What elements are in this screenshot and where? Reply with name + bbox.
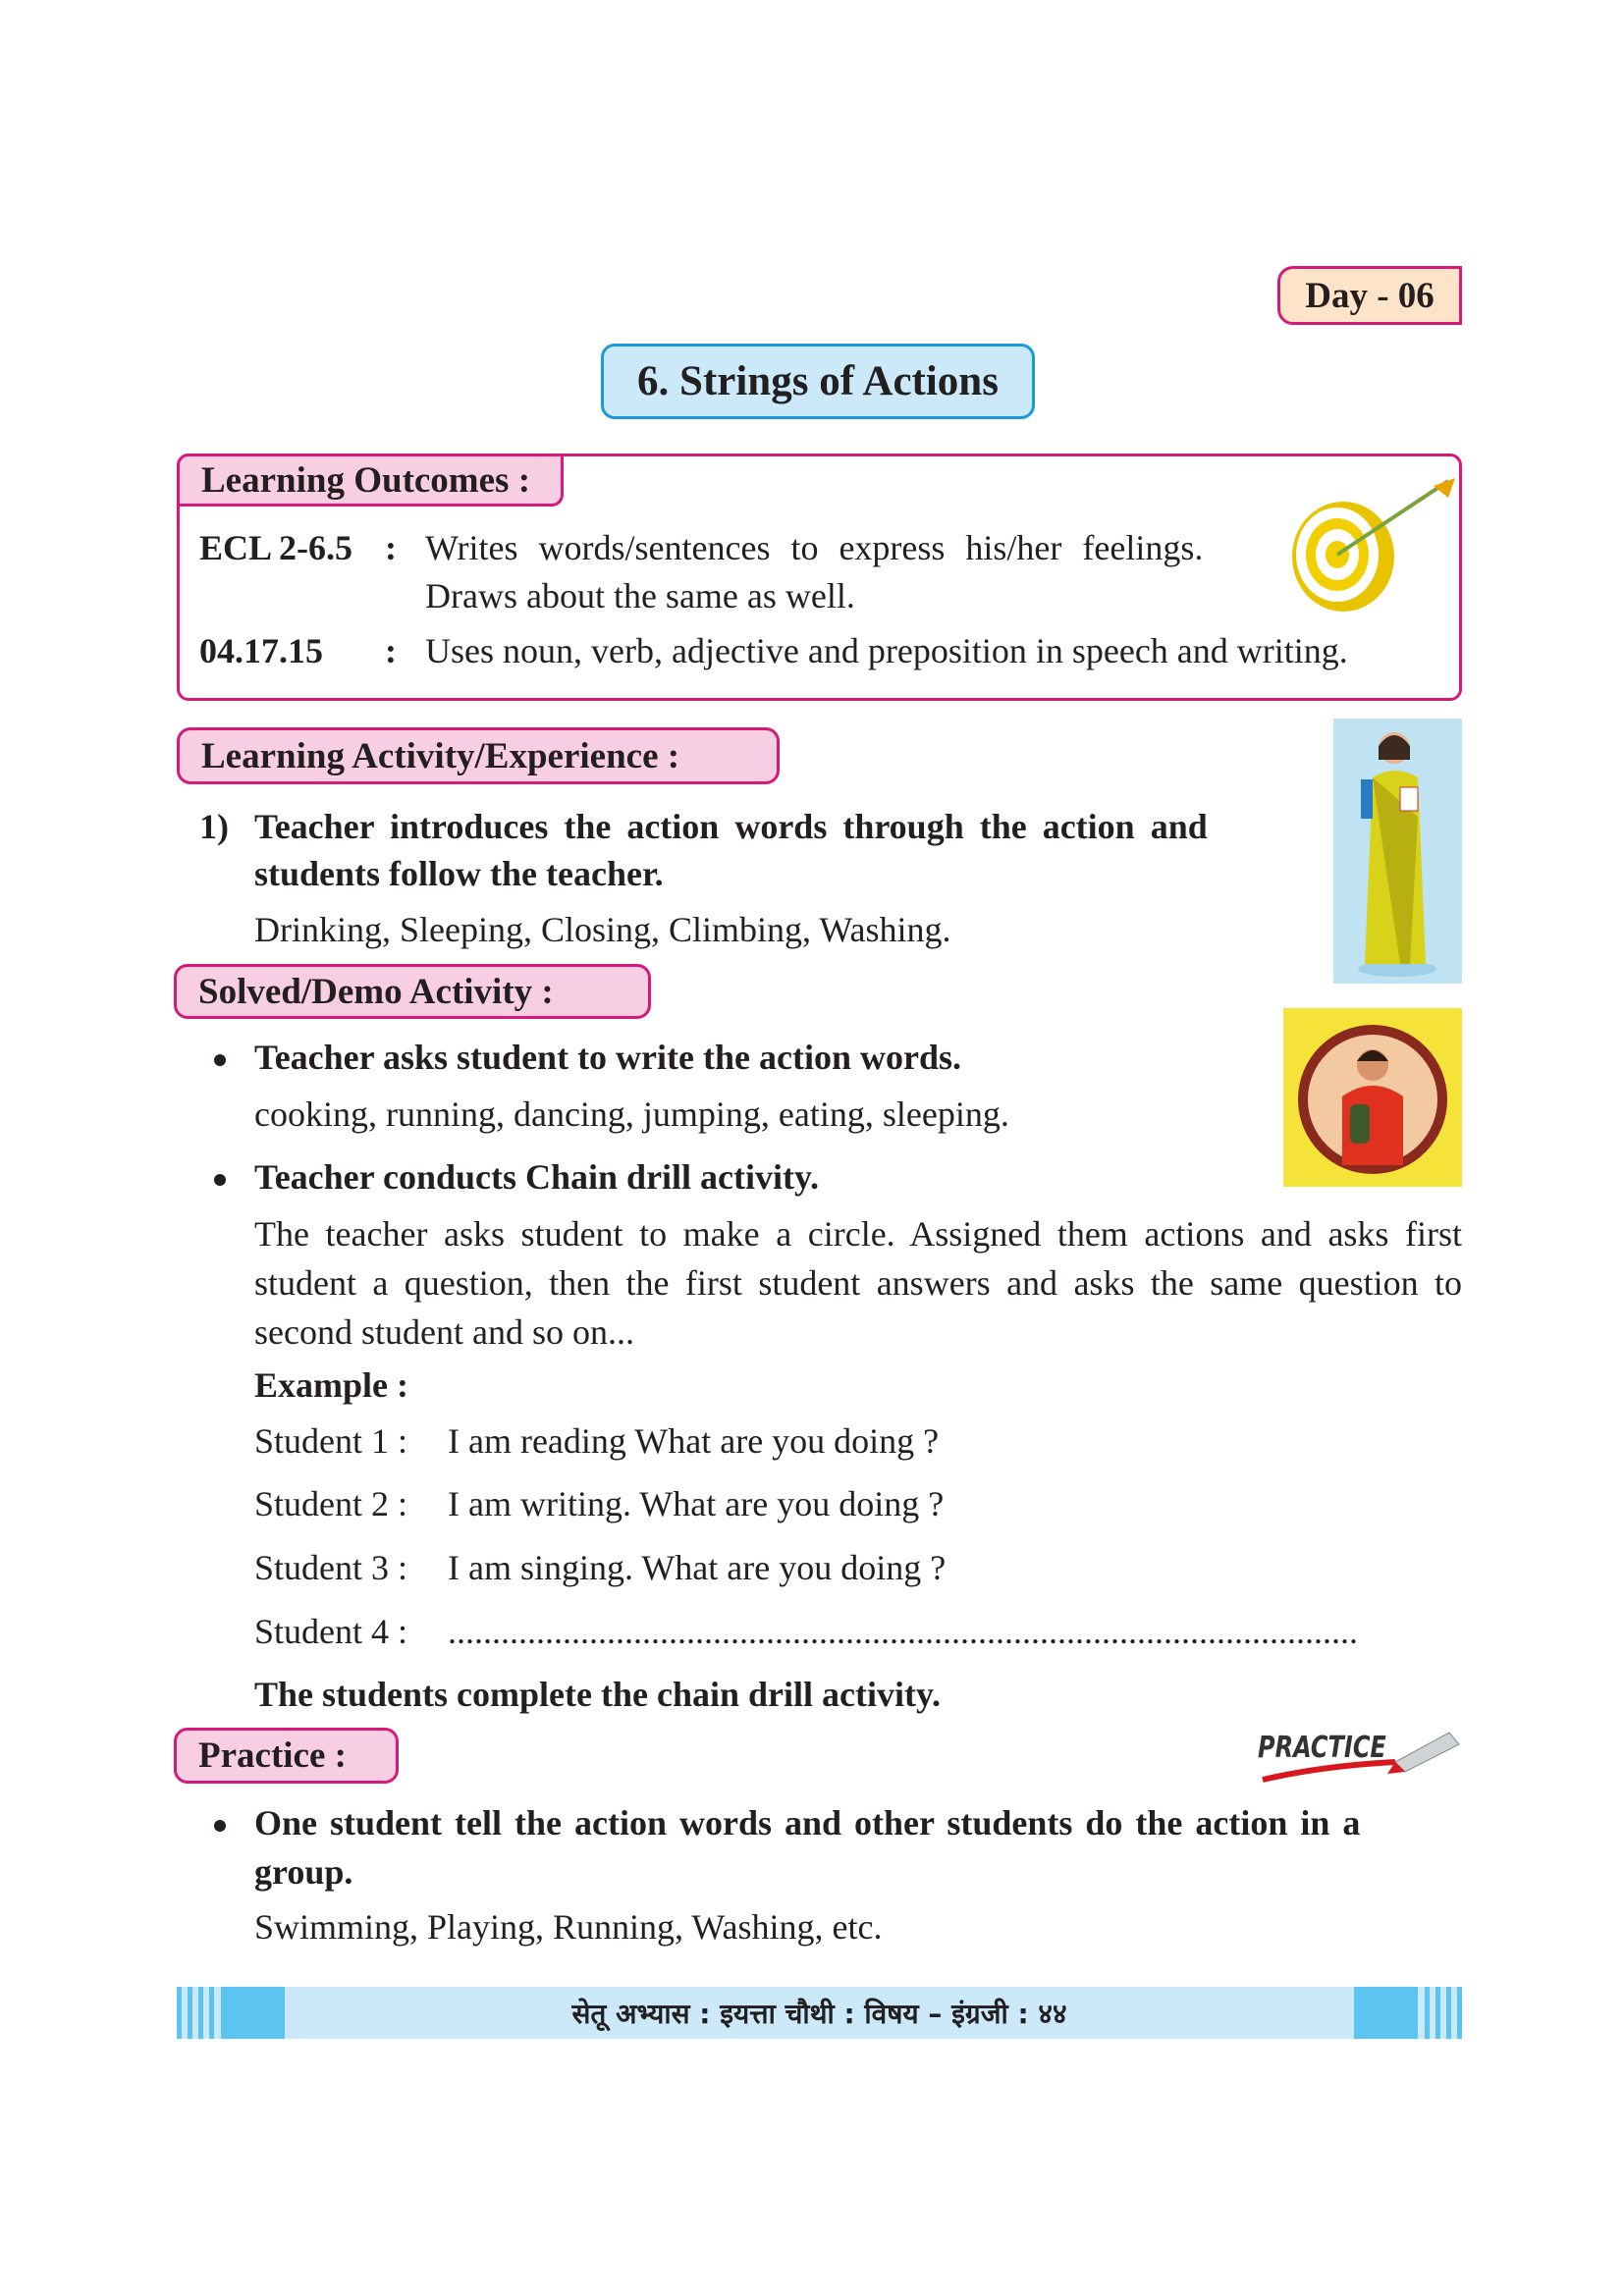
learning-outcomes-label-text: Learning Outcomes : — [201, 459, 531, 501]
activity-heading-1: Teacher introduces the action words through the action and — [254, 807, 1208, 846]
page-title — [601, 344, 1035, 419]
page-title-text: 6. Strings of Actions — [637, 358, 999, 404]
day-badge — [1277, 266, 1462, 325]
bullet-icon — [214, 1174, 226, 1186]
practice-words: Swimming, Playing, Running, Washing, etc. — [254, 1907, 883, 1947]
solved-bullet-1-words: cooking, running, dancing, jumping, eating, sleeping. — [254, 1095, 1009, 1134]
practice-bullet-1: One student tell the action words and other students do the action in a — [254, 1803, 1361, 1842]
outcome-code-2: 04.17.15 — [199, 631, 323, 670]
activity-words: Drinking, Sleeping, Closing, Climbing, Washing. — [254, 910, 951, 949]
example-line: I am writing. What are you doing ? — [448, 1484, 945, 1523]
day-badge-text: Day - 06 — [1305, 275, 1435, 316]
practice-label-text: Practice : — [198, 1735, 347, 1776]
footer-text: सेतू अभ्यास : इयत्ता चौथी : विषय – इंग्रजी : ४४ — [571, 1997, 1067, 2030]
activity-heading-2: students follow the teacher. — [254, 854, 664, 893]
footer-bar — [177, 1987, 1462, 2039]
learning-activity-label — [177, 727, 780, 784]
target-arrow-icon — [1286, 476, 1463, 614]
activity-number: 1) — [199, 807, 229, 846]
example-speaker: Student 3 : — [254, 1548, 408, 1587]
example-blank-line: ....................................................................................................... — [448, 1612, 1358, 1651]
solved-activity-label — [174, 964, 651, 1019]
bullet-icon — [214, 1054, 226, 1066]
solved-bullet-1: Teacher asks student to write the action words. — [254, 1038, 961, 1077]
practice-logo-text: PRACTICE — [1258, 1731, 1386, 1765]
teacher-with-book-illustration-icon — [1283, 1008, 1462, 1187]
outcome-text-2: Uses noun, verb, adjective and preposition in speech and writing. — [425, 631, 1348, 670]
example-speaker: Student 2 : — [254, 1484, 408, 1523]
outcome-text-1: Writes words/sentences to express his/her feelings. — [425, 528, 1204, 567]
outcome-colon-1: : — [385, 528, 397, 567]
outcome-code-1: ECL 2-6.5 — [199, 528, 353, 567]
pencil-icon — [1258, 1723, 1462, 1787]
example-line: I am reading What are you doing ? — [448, 1421, 940, 1461]
solved-bullet-2: Teacher conducts Chain drill activity. — [254, 1157, 820, 1197]
learning-activity-label-text: Learning Activity/Experience : — [201, 735, 680, 776]
teacher-illustration-icon — [1333, 719, 1462, 984]
practice-bullet-2: group. — [254, 1852, 353, 1892]
solved-activity-label-text: Solved/Demo Activity : — [198, 971, 554, 1012]
bullet-icon — [214, 1820, 226, 1832]
chain-drill-conclusion: The students complete the chain drill activity. — [254, 1675, 941, 1714]
example-label: Example : — [254, 1365, 408, 1405]
example-line: I am singing. What are you doing ? — [448, 1548, 947, 1587]
learning-outcomes-label — [177, 454, 564, 507]
outcome-colon-2: : — [385, 631, 397, 670]
outcome-text-1b: Draws about the same as well. — [425, 576, 855, 615]
chain-drill-paragraph: The teacher asks student to make a circle. Assigned them actions and asks first student a question, then the first student answers and asks the same question to second student and so on... — [254, 1214, 1462, 1352]
example-speaker: Student 1 : — [254, 1421, 408, 1461]
example-speaker: Student 4 : — [254, 1612, 408, 1651]
practice-logo — [1258, 1723, 1462, 1787]
practice-label — [174, 1728, 399, 1784]
